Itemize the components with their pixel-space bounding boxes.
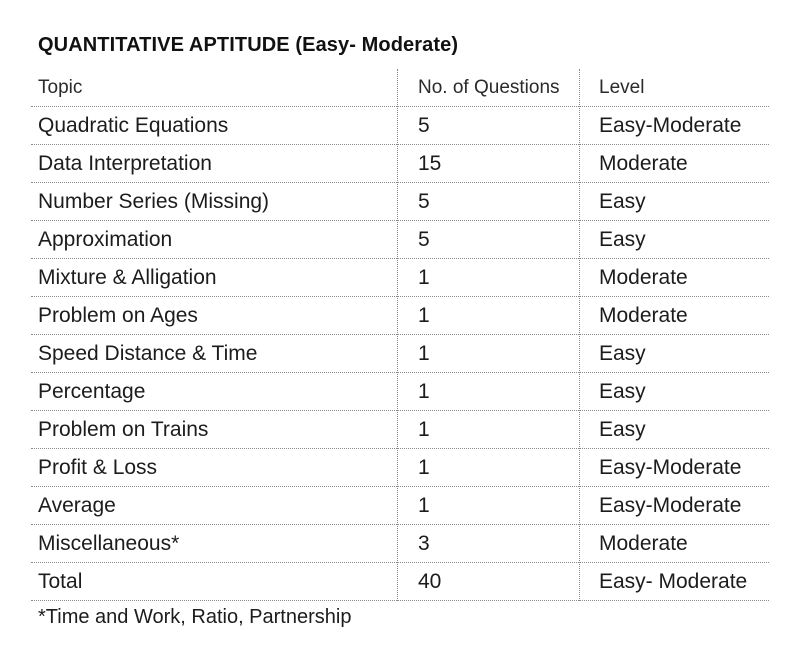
table-row <box>31 335 769 373</box>
table-row <box>31 297 769 335</box>
table-title: QUANTITATIVE APTITUDE (Easy- Moderate) <box>38 34 459 56</box>
cell-level: Easy <box>599 228 646 251</box>
cell-level: Moderate <box>599 152 688 175</box>
cell-level: Moderate <box>599 304 688 327</box>
cell-questions: 40 <box>418 570 442 593</box>
table-row <box>31 259 769 297</box>
cell-level: Easy-Moderate <box>599 456 742 479</box>
table-row <box>31 487 769 525</box>
cell-level: Moderate <box>599 266 688 289</box>
cell-level: Easy- Moderate <box>599 570 748 593</box>
cell-topic: Quadratic Equations <box>38 114 229 137</box>
cell-questions: 3 <box>418 532 430 555</box>
cell-questions: 15 <box>418 152 442 175</box>
cell-level: Easy <box>599 418 646 441</box>
footnote: *Time and Work, Ratio, Partnership <box>38 606 352 628</box>
cell-level: Easy-Moderate <box>599 114 742 137</box>
cell-level: Moderate <box>599 532 688 555</box>
cell-questions: 1 <box>418 304 430 327</box>
cell-topic: Problem on Trains <box>38 418 209 441</box>
table-row <box>31 183 769 221</box>
table-row <box>31 145 769 183</box>
cell-questions: 1 <box>418 418 430 441</box>
cell-questions: 5 <box>418 190 430 213</box>
table-row <box>31 449 769 487</box>
cell-questions: 5 <box>418 228 430 251</box>
table-row <box>31 373 769 411</box>
table-row <box>31 411 769 449</box>
cell-questions: 5 <box>418 114 430 137</box>
cell-questions: 1 <box>418 342 430 365</box>
cell-questions: 1 <box>418 380 430 403</box>
cell-topic: Number Series (Missing) <box>38 190 270 213</box>
cell-questions: 1 <box>418 266 430 289</box>
table-row-total <box>31 563 769 601</box>
cell-topic: Average <box>38 494 116 517</box>
cell-level: Easy-Moderate <box>599 494 742 517</box>
cell-level: Easy <box>599 190 646 213</box>
table-header-row <box>31 69 769 107</box>
cell-questions: 1 <box>418 456 430 479</box>
cell-level: Easy <box>599 380 646 403</box>
header-level: Level <box>599 77 645 98</box>
cell-topic: Data Interpretation <box>38 152 212 175</box>
cell-questions: 1 <box>418 494 430 517</box>
cell-topic: Speed Distance & Time <box>38 342 258 365</box>
table-row <box>31 107 769 145</box>
cell-topic: Miscellaneous* <box>38 532 180 555</box>
cell-topic: Approximation <box>38 228 173 251</box>
cell-topic: Profit & Loss <box>38 456 158 479</box>
cell-topic: Total <box>38 570 83 593</box>
table-row <box>31 525 769 563</box>
cell-topic: Mixture & Alligation <box>38 266 217 289</box>
cell-topic: Percentage <box>38 380 146 403</box>
topics-table <box>31 69 769 601</box>
header-topic: Topic <box>38 77 83 98</box>
cell-level: Easy <box>599 342 646 365</box>
table-row <box>31 221 769 259</box>
cell-topic: Problem on Ages <box>38 304 198 327</box>
header-questions: No. of Questions <box>418 77 560 98</box>
